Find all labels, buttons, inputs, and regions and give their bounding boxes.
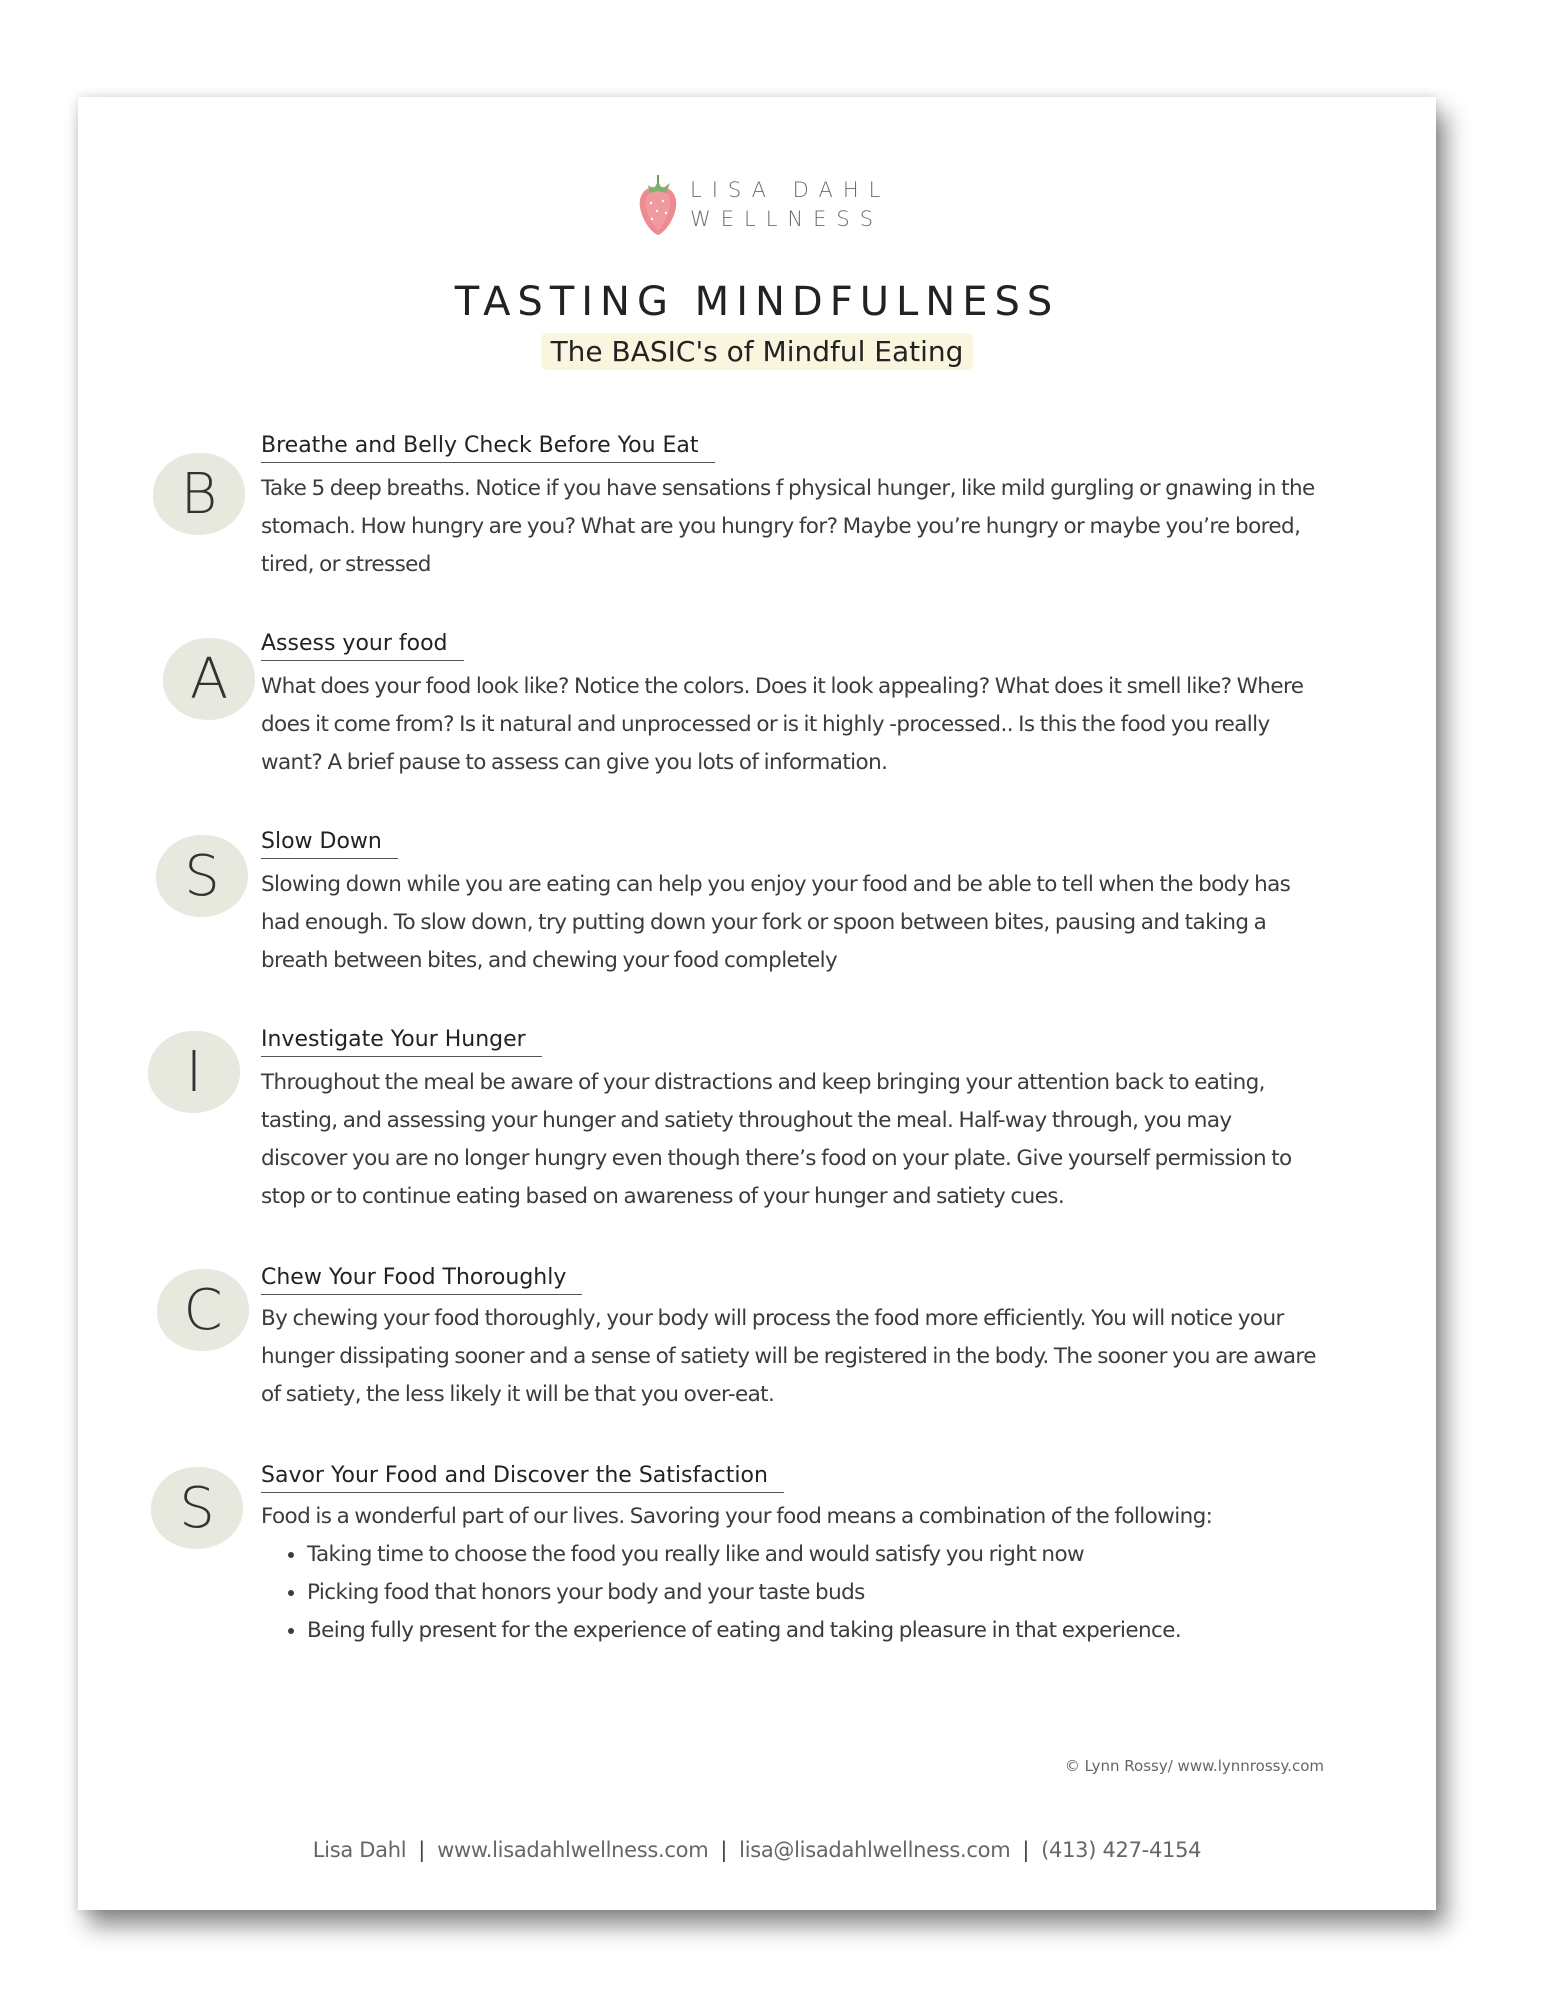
savor-bullet-list (261, 1536, 1321, 1650)
strawberry-icon (636, 173, 680, 237)
footer-contact (78, 1838, 1436, 1862)
letter-badge: S (156, 835, 248, 917)
section-text: Slowing down while you are eating can help you enjoy your food and be able to tell when the body has had enough. To slow down, try putting down your fork or spoon between bites, pausing and taking a breath between bites, and chewing your food completely (261, 872, 1291, 973)
footer-website-link[interactable]: www.lisadahlwellness.com (437, 1838, 709, 1862)
brand-logo (636, 172, 890, 238)
letter-badge: B (153, 453, 245, 535)
page-subtitle: The BASIC's of Mindful Eating (541, 333, 974, 370)
section-text: What does your food look like? Notice the colors. Does it look appealing? What does it smell like? Where does it come from? Is it natural and unprocessed or is it highly -processed.. Is this the food you really want? A brief pause to assess can give you lots of information. (261, 674, 1304, 775)
section-text: Throughout the meal be aware of your distractions and keep bringing your attention back to eating, tasting, and assessing your hunger and satiety throughout the meal. Half-way through, you may discover you are no longer hungry even though there’s food on your plate. Give yourself permission to stop or to continue eating based on awareness of your hunger and satiety cues. (261, 1070, 1292, 1209)
letter-badge: A (163, 638, 255, 720)
brand-name-line2: WELLNESS (690, 207, 884, 231)
section-heading: Assess your food (261, 631, 464, 661)
letter-badge: S (151, 1467, 243, 1549)
section-heading: Savor Your Food and Discover the Satisfaction (261, 1463, 784, 1493)
footer-phone: (413) 427-4154 (1041, 1838, 1202, 1862)
bullet-item: • Picking food that honors your body and your taste buds (307, 1574, 1321, 1612)
copyright-credit: © Lynn Rossy/ www.lynnrossy.com (1064, 1757, 1324, 1775)
section-text: Food is a wonderful part of our lives. Savoring your food means a combination of the following: (261, 1504, 1213, 1529)
page-title: TASTING MINDFULNESS (454, 279, 1060, 325)
bullet-item: • Taking time to choose the food you really like and would satisfy you right now (307, 1536, 1321, 1574)
section-heading: Chew Your Food Thoroughly (261, 1265, 582, 1295)
section-heading: Breathe and Belly Check Before You Eat (261, 433, 715, 463)
footer-separator: | (418, 1838, 426, 1862)
letter-badge: C (157, 1269, 249, 1351)
footer-separator: | (720, 1838, 728, 1862)
section-text: By chewing your food thoroughly, your body will process the food more efficiently. You will notice your hunger dissipating sooner and a sense of satiety will be registered in the body. The sooner you are aware of satiety, the less likely it will be that you over-eat. (261, 1306, 1316, 1407)
section-heading: Slow Down (261, 829, 398, 859)
document-page (78, 97, 1436, 1910)
footer-name: Lisa Dahl (312, 1838, 407, 1862)
bullet-item: • Being fully present for the experience of eating and taking pleasure in that experience. (307, 1612, 1321, 1650)
footer-email-link[interactable]: lisa@lisadahlwellness.com (739, 1838, 1011, 1862)
section-heading: Investigate Your Hunger (261, 1027, 542, 1057)
section-text: Take 5 deep breaths. Notice if you have sensations f physical hunger, like mild gurgling or gnawing in the stomach. How hungry are you? What are you hungry for? Maybe you’re hungry or maybe you’re bored, tired, or stressed (261, 476, 1315, 577)
letter-badge: I (148, 1031, 240, 1113)
footer-separator: | (1022, 1838, 1030, 1862)
brand-name-line1: LISA DAHL (690, 178, 891, 202)
